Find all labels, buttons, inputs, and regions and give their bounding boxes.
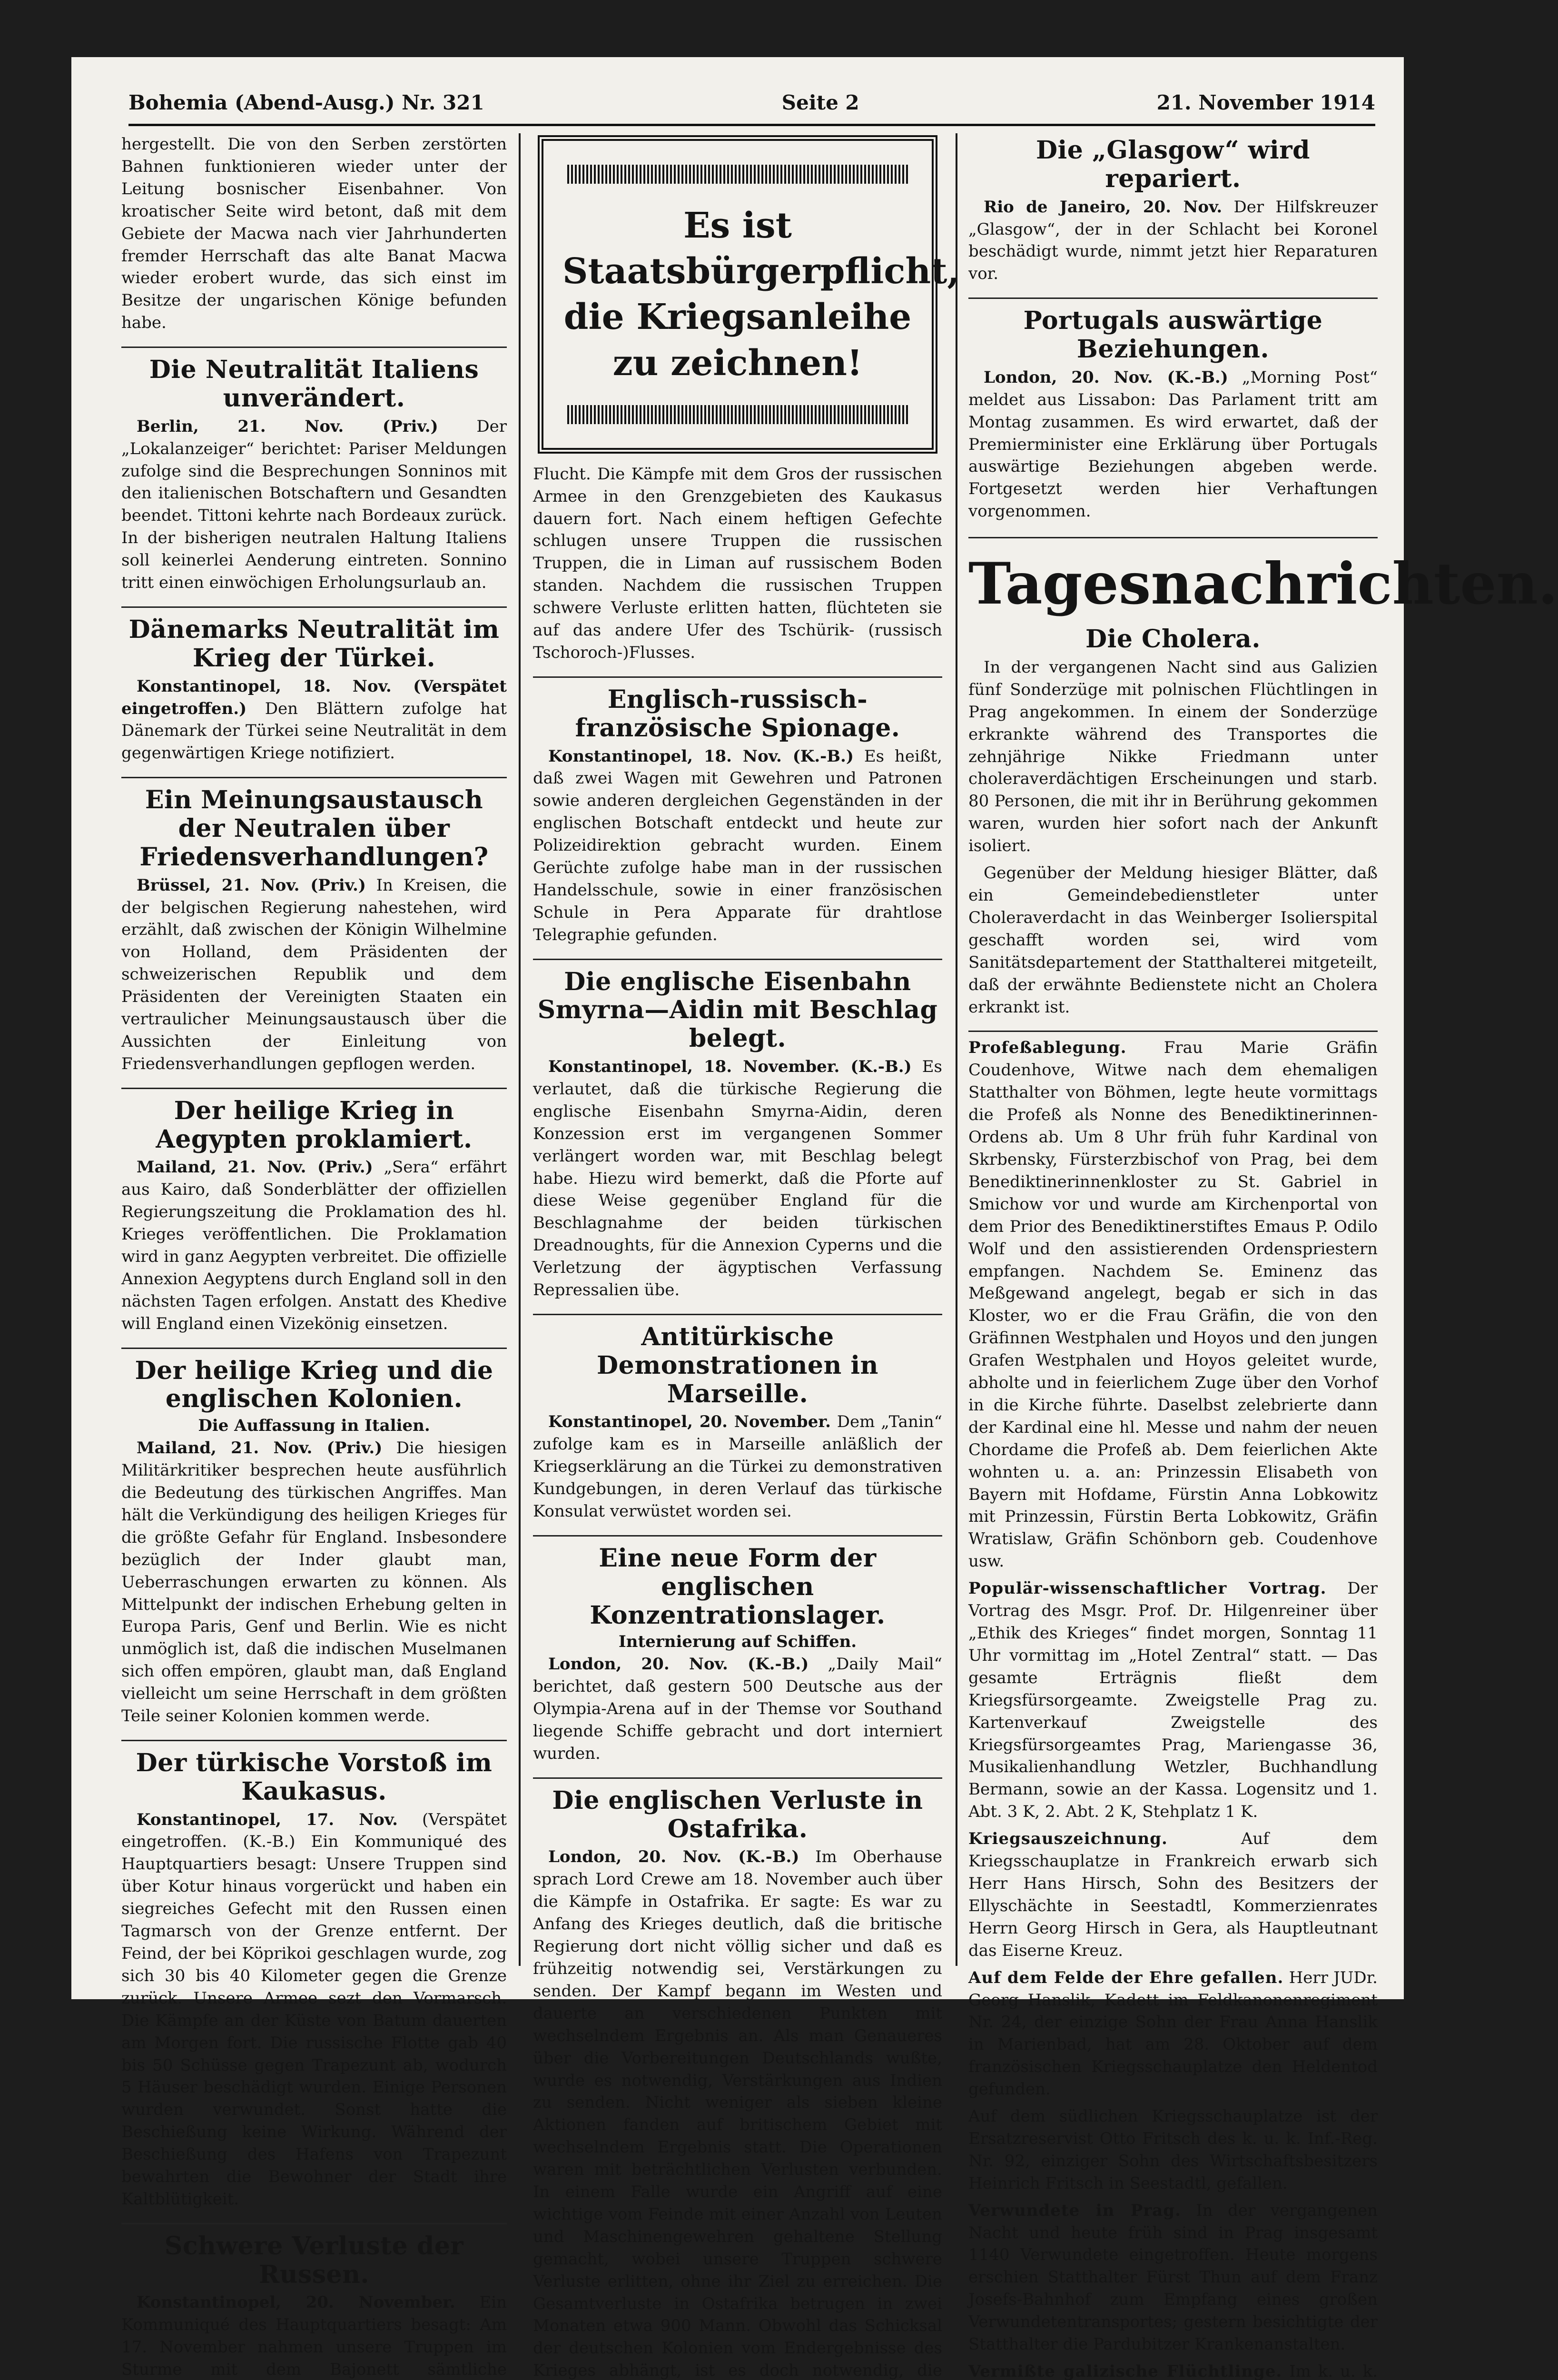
news-text: Auf dem Kriegsschauplatze in Frankreich erwarb sich Herr Hans Hirsch, Sohn des Besitzers der Ellyschächte in Seestadtl, Kommerzienrates Herrn Georg Hirsch in Gera, als Hauptleutnant das Eiserne Kreuz. xyxy=(968,1829,1378,1960)
news-text: Frau Marie Gräfin Coudenhove, Witwe nach dem ehemaligen Statthalter von Böhmen, legte heute vormittags die Profeß als Nonne des Benediktinerinnen-Ordens ab. Um 8 Uhr früh fuhr Kardinal von Skrbensky, Fürsterzbischof von Prag, bei dem Benediktinerinnenkloster zu St. Gabriel in Smichow vor und wurde am Kirchenportal von dem Prior des Benediktinerstiftes Emaus P. Odilo Wolf und den assistierenden Ordenspriestern empfangen. Nachdem Se. Eminenz das Meßgewand angelegt, begab er sich in das Kloster, wo er die Frau Gräfin, die von den Gräfinnen Westphalen und Hoyos und den jungen Grafen Westphalen und Hoyos geleitet wurde, abholte und in feierlichem Zuge über den Vorhof in die Kirche führte. Daselbst zelebrierte dann der Kardinal eine hl. Messe und nahm der neuen Chordame die Profeß ab. Dem feierlichen Akte wohnten u. a. an: Prinzessin Elisabeth von Bayern mit Hofdame, Fürstin Anna Lobkowitz mit Prinzessin, Fürstin Berta Lobkowitz, Gräfin Wratislaw, Gräfin Schönborn geb. Coudenhove usw. xyxy=(968,1038,1378,1571)
article-text: Der Hilfskreuzer „Glasgow“, der in der Schlacht bei Koronel beschädigt wurde, nimmt jetzt hier Reparaturen vor. xyxy=(968,197,1378,284)
article-body xyxy=(121,1809,507,2211)
news-item xyxy=(968,2105,1378,2195)
news-item xyxy=(968,1828,1378,1962)
dateline: Konstantinopel, 18. Nov. (Verspätet eingetroffen.) xyxy=(121,676,507,718)
article-text: „Sera“ erfährt aus Kairo, daß Sonderblätter der offiziellen Regierungszeitung die Proklamation des hl. Krieges veröffentlichen. Die Proklamation wird in ganz Aegypten verbreitet. Die offizielle Annexion Aegyptens durch England soll in den nächsten Tagen erfolgen. Anstatt des Khedive will England einen Vizekönig einsetzen. xyxy=(121,1158,507,1333)
article xyxy=(121,1348,507,1727)
article-body: Flucht. Die Kämpfe mit dem Gros der russischen Armee in den Grenzgebieten des Kaukasus dauern fort. Nach einem heftigen Gefechte schlugen unsere Truppen die russischen Truppen, die in Liman auf russischem Boden standen. Nachdem die russischen Truppen schwere Verluste erlitten hatten, flüchteten sie auf das andere Ufer des Tschürik- (russisch Tschoroch-)Flusses. xyxy=(533,464,942,662)
article xyxy=(121,1088,507,1335)
article-body xyxy=(533,1653,942,1765)
article xyxy=(533,1777,942,2380)
article-headline: Ein Meinungsaustausch der Neutralen über Friedensverhandlungen? xyxy=(139,785,489,872)
news-lead: Auf dem Felde der Ehre gefallen. xyxy=(968,1968,1284,1987)
dateline: Berlin, 21. Nov. (Priv.) xyxy=(137,416,438,436)
article-headline: Englisch-russisch-französische Spionage. xyxy=(575,684,900,743)
article-text: Der „Lokalanzeiger“ berichtet: Pariser Meldungen zufolge sind die Besprechungen Sonninos mit den italienischen Botschaftern und Gesandten beendet. Tittoni kehrte nach Bordeaux zurück. In der bisherigen neutralen Haltung Italiens soll keinerlei Aenderung eintreten. Sonnino tritt einen einwöchigen Erholungsurlaub an. xyxy=(121,416,507,593)
column-rule xyxy=(956,133,957,1966)
article-body xyxy=(121,416,507,594)
dateline: Mailand, 21. Nov. (Priv.) xyxy=(137,1158,373,1177)
article-text: Es verlautet, daß die türkische Regierung die englische Eisenbahn Smyrna-Aidin, deren Konzession erst im vergangenen Sommer verlängert worden war, mit Beschlag belegt habe. Hiezu wird bemerkt, daß die Pforte auf diese Weise gegenüber England für die Beschlagnahme der beiden türkischen Dreadnoughts, für die Annexion Cyperns und die Verletzung der ägyptischen Verfassung Repressalien übe. xyxy=(533,1057,942,1300)
article-headline: Die Neutralität Italiens unverändert. xyxy=(149,355,479,413)
dateline: London, 20. Nov. (K.-B.) xyxy=(548,1847,799,1867)
article-headline: Die „Glasgow“ wird repariert. xyxy=(1035,136,1311,193)
article-body: hergestellt. Die von den Serben zerstörten Bahnen funktionieren wieder unter der Leitung bosnischer Eisenbahner. Von kroatischer Seite wird betont, daß mit dem Gebiete der Macwa nach vier Jahrhunderten fremder Herrschaft das alte Banat Macwa wieder erobert wurde, das sich einst im Besitze der ungarischen Könige befunden habe. xyxy=(121,135,507,333)
dateline: Konstantinopel, 20. November. xyxy=(548,1412,831,1432)
news-text: Auf dem südlichen Kriegsschauplatze ist der Ersatzreservist Otto Fritsch des k. u. k. Inf.-Reg. Nr. 92, einziger Sohn des Wirtschaftsbesitzers Heinrich Fritsch in Seestadtl, gefallen. xyxy=(968,2107,1378,2193)
article-body xyxy=(533,1846,942,2380)
article xyxy=(968,136,1378,285)
article-body xyxy=(121,2291,507,2380)
news-lead: Profeßablegung. xyxy=(968,1038,1127,1058)
section-heading: Tagesnachrichten. xyxy=(968,537,1378,615)
column-2 xyxy=(533,133,960,2380)
masthead xyxy=(128,81,1375,126)
article-text: Die hiesigen Militärkritiker besprechen heute ausführlich die Bedeutung des türkischen Angriffes. Man hält die Verkündigung des heiligen Krieges für die größte Gefahr für England. Insbesondere bezüglich der Inder glaubt man, Ueberraschungen erwarten zu können. Als Mittelpunkt der indischen Erhebung gelten in Europa Paris, Genf und Berlin. Wie es nicht unmöglich ist, daß die indischen Muselmanen sich offen empören, glaubt man, daß England vielleicht um seine Herrschaft in dem größten Teile seiner Kolonien kommen werde. xyxy=(121,1438,507,1726)
article-headline: Die englische Eisenbahn Smyrna—Aidin mit Beschlag belegt. xyxy=(537,967,938,1053)
article-text: „Morning Post“ meldet aus Lissabon: Das Parlament tritt am Montag zusammen. Es wird erwartet, daß der Premierminister eine Erklärung über Portugals auswärtige Beziehungen abgeben werde. Fortgesetzt werden hier Verhaftungen vorgenommen. xyxy=(968,367,1378,521)
article-body xyxy=(121,874,507,1075)
news-text: In der vergangenen Nacht und heute früh sind in Prag insgesamt 1140 Verwundete eingetroffen. Heute morgens erschien Statthalter Fürst Thun auf dem Franz Josefs-Bahnhof zum Empfang eines großen Verwundetentransportes; gestern besichtigte der Statthalter die Pardubitzer Krankenanstalten. xyxy=(968,2201,1378,2354)
dateline: Rio de Janeiro, 20. Nov. xyxy=(984,197,1223,217)
dateline: Konstantinopel, 20. November. xyxy=(137,2293,455,2312)
article-text: (Verspätet eingetroffen. (K.-B.) Ein Kommuniqué des Hauptquartiers besagt: Unsere Truppen sind über Kotur hinaus vorgerückt und haben ein siegreiches Gefecht mit den Russen einen Tagmarsch von der Grenze entfernt. Der Feind, der bei Köprikoi geschlagen wurde, zog sich 30 bis 40 Kilometer gegen die Grenze zurück. Unsere Armee sezt den Vormarsch. Die Kämpfe an der Küste von Batum dauerten am Morgen fort. Die russische Flotte gab 40 bis 50 Schüsse gegen Trapezunt ab, wodurch 5 Häuser beschädigt wurden. Einige Personen wurden verwundet. Sonst hatte die Beschießung keine Wirkung. Während der Beschießung des Hafens von Trapezunt bewahrten die Bewohner der Stadt ihre Kaltblütigkeit. xyxy=(121,1810,507,2209)
paper-name: Bohemia (Abend-Ausg.) Nr. 321 xyxy=(128,90,484,114)
news-lead: Populär-wissenschaftlicher Vortrag. xyxy=(968,1579,1327,1598)
article xyxy=(121,347,507,594)
news-item xyxy=(968,2200,1378,2356)
article-text: Im Oberhause sprach Lord Crewe am 18. November auch über die Kämpfe in Ostafrika. Er sagte: Es war zu Anfang des Krieges deutlich, daß die britische Regierung dort nicht völlig sicher und daß es frühzeitig notwendig sei, Verstärkungen zu senden. Der Kampf begann im Westen und dauerte an verschiedenen Punkten mit wechselndem Ergebnis an. Als man Genaueres über die Vorbereitungen Deutschlands wußte, wurde es notwendig, Verstärkungen aus Indien zu senden. Nicht weniger als sieben kleine Aktionen fanden auf britischem Gebiet mit wechselndem Ergebnis statt. Die Operationen waren mit beträchtlichen Verlusten verbunden. In einem Falle wurde ein Angriff auf eine wichtige vom Feinde mit einer Anzahl von Leuten und Maschinengewehren gehaltene Stellung gemacht, wobei unsere Truppen schwere Verluste erlitten, ohne ihr Ziel zu erreichen. Die Gesamtverluste in Ostafrika betrugen in zwei Monaten etwa 900 Mann. Obwohl das Schicksal der deutschen Kolonien vom Endergebnisse des Krieges abhängt, ist es doch notwendig, die xyxy=(533,1847,942,2380)
article-text: In Kreisen, die der belgischen Regierung nahestehen, wird erzählt, daß zwischen der Königin Wilhelmine von Holland, dem Präsidenten der schweizerischen Republik und dem Präsidenten der Vereinigten Staaten ein vertraulicher Meinungsaustausch über die Aussichten der Einleitung von Friedensverhandlungen gepflogen werden. xyxy=(121,875,507,1073)
news-text: Im k. u. k. xyxy=(1289,2362,1378,2380)
article-headline: Der türkische Vorstoß im Kaukasus. xyxy=(136,1748,493,1806)
column-1 xyxy=(121,133,507,2380)
news-lead: Vermißte galizische Flüchtlinge. xyxy=(968,2362,1282,2380)
banner-text: Es ist Staatsbürgerpflicht, die Kriegsanleihe zu zeichnen! xyxy=(562,205,960,384)
article-body xyxy=(121,1437,507,1727)
article-headline: Portugals auswärtige Beziehungen. xyxy=(1023,306,1323,364)
news-item xyxy=(968,1577,1378,1823)
news-text: Herr JUDr. Georg Hanslik, Kadett im Feldkanonenregiment Nr. 24, der einzige Sohn der Frau Anna Hanslik in Marienbad, hat am 28. Oktober auf dem französischen Kriegsschauplatze den Heldentod gefunden. xyxy=(968,1968,1378,2099)
article-continuation xyxy=(533,463,942,664)
article-body xyxy=(533,1411,942,1523)
article xyxy=(533,1314,942,1523)
article xyxy=(121,777,507,1075)
article xyxy=(968,298,1378,523)
dateline: London, 20. Nov. (K.-B.) xyxy=(984,367,1228,387)
column-rule xyxy=(519,133,521,1966)
article-text: Dem „Tanin“ zufolge kam es in Marseille anläßlich der Kriegserklärung an die Türkei zu demonstrativen Kundgebungen, in deren Verlauf das türkische Konsulat verwüstet worden sei. xyxy=(533,1412,942,1521)
article-headline: Antitürkische Demonstrationen in Marseille. xyxy=(597,1322,878,1408)
dateline: London, 20. Nov. (K.-B.) xyxy=(548,1655,809,1674)
article xyxy=(533,676,942,946)
dateline: Konstantinopel, 17. Nov. xyxy=(137,1810,398,1829)
column-3 xyxy=(968,133,1558,2380)
article xyxy=(121,1740,507,2211)
news-text: Der Vortrag des Msgr. Prof. Dr. Hilgenreiner über „Ethik des Krieges“ findet morgen, Sonntag 11 Uhr vormittag im „Hotel Zentral“ statt. — Das gesamte Erträgnis fließt dem Kriegsfürsorgeamte. Zweigstelle Prag zu. Kartenverkauf Zweigstelle des Kriegsfürsorgeamtes Prag, Mariengasse 36, Musikalienhandlung Wetzler, Buchhandlung Bermann, sowie an der Kassa. Logensitz und 1. Abt. 3 K, 2. Abt. 2 K, Stehplatz 1 K. xyxy=(968,1579,1378,1822)
article-subheadline: Internierung auf Schiffen. xyxy=(618,1632,857,1652)
article-body xyxy=(533,745,942,946)
article xyxy=(121,2223,507,2380)
newspaper-page xyxy=(71,57,1558,2380)
article-body xyxy=(533,1056,942,1301)
article-continuation xyxy=(121,133,507,334)
article-headline: Die Cholera. xyxy=(1085,625,1261,654)
article-body: Gegenüber der Meldung hiesiger Blätter, daß ein Gemeindebedienstleter unter Choleraverdacht in das Weinberger Isolierspital geschafft worden sei, wird vom Sanitätsdepartement der Statthalterei mitgeteilt, daß der erwähnte Bedienstete nicht an Cholera erkrankt ist. xyxy=(968,863,1378,1017)
article-body xyxy=(968,196,1378,286)
article-body xyxy=(121,1156,507,1335)
article-headline: Der heilige Krieg und die englischen Kolonien. xyxy=(135,1356,493,1414)
banner-ornament xyxy=(567,165,908,184)
article-subheadline: Die Auffassung in Italien. xyxy=(198,1416,430,1436)
dateline: Mailand, 21. Nov. (Priv.) xyxy=(137,1438,383,1458)
article-text: Es heißt, daß zwei Wagen mit Gewehren und Patronen sowie anderen dergleichen Gegenständen in der englischen Botschaft entdeckt und heute zur Polizeidirektion gebracht wurden. Einem Gerüchte zufolge habe man in der russischen Handelsschule, sowie in einer französischen Schule in Pera Apparate für drahtlose Telegraphie gefunden. xyxy=(533,746,943,944)
article-body xyxy=(968,367,1378,523)
dateline: Konstantinopel, 18. Nov. (K.-B.) xyxy=(548,746,854,766)
article-headline: Dänemarks Neutralität im Krieg der Türkei. xyxy=(128,615,500,673)
issue-date: 21. November 1914 xyxy=(1156,90,1375,114)
page-number: Seite 2 xyxy=(781,90,859,114)
article-text: „Daily Mail“ berichtet, daß gestern 500 Deutsche aus der Olympia-Arena auf in der Themse vor Southand liegende Schiffe gebracht und dort interniert wurden. xyxy=(533,1655,943,1763)
dateline: Brüssel, 21. Nov. (Priv.) xyxy=(137,875,366,895)
article-text: Ein Kommuniqué des Hauptquartiers besagt: Am 17. November nahmen unsere Truppen im Sturme mit dem Bajonett sämtliche xyxy=(121,2293,507,2380)
news-lead: Kriegsauszeichnung. xyxy=(968,1829,1168,1849)
article-body xyxy=(121,675,507,765)
article-body: In der vergangenen Nacht sind aus Galizien fünf Sonderzüge mit polnischen Flüchtlingen in Prag angekommen. In einem der Sonderzüge erkrankte während des Transportes die zehnjährige Nikke Friedmann unter choleraverdächtigen Erscheinungen und starb. 80 Personen, die mit ihr in Berührung gekommen waren, wurden hier sofort nach der Ankunft isoliert. xyxy=(968,657,1378,856)
article xyxy=(533,1535,942,1765)
news-lead: Verwundete in Prag. xyxy=(968,2201,1181,2220)
news-item xyxy=(968,1037,1378,1573)
article xyxy=(533,959,942,1301)
article xyxy=(121,606,507,764)
article-headline: Schwere Verluste der Russen. xyxy=(164,2231,464,2289)
article xyxy=(968,625,1378,1018)
article-headline: Der heilige Krieg in Aegypten proklamiert. xyxy=(156,1096,473,1154)
article-headline: Die englischen Verluste in Ostafrika. xyxy=(552,1785,923,1844)
news-item xyxy=(968,2360,1378,2380)
local-news xyxy=(968,1031,1378,2380)
article-headline: Eine neue Form der englischen Konzentrationslager. xyxy=(590,1543,886,1630)
dateline: Konstantinopel, 18. November. (K.-B.) xyxy=(548,1057,912,1077)
news-item xyxy=(968,1967,1378,2101)
article-text: Den Blättern zufolge hat Dänemark der Türkei seine Neutralität in dem gegenwärtigen Kriege notifiziert. xyxy=(121,699,507,763)
war-loan-banner xyxy=(538,135,960,454)
banner-ornament xyxy=(567,405,908,424)
